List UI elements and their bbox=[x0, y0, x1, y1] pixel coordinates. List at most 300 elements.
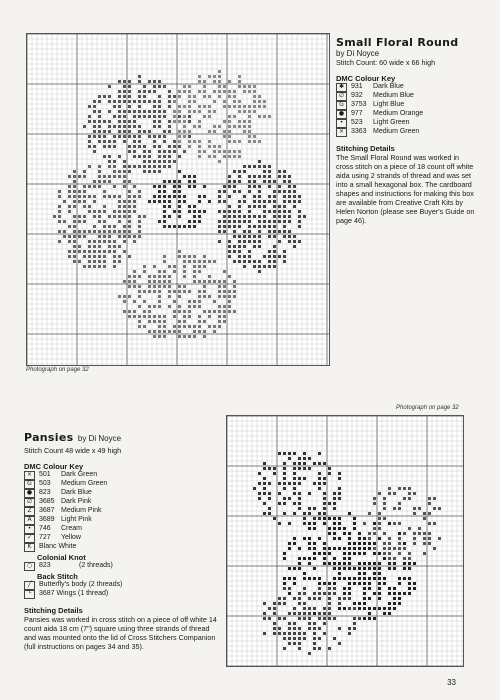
stitch-cell bbox=[198, 290, 201, 293]
stitch-cell bbox=[158, 110, 161, 113]
stitch-cell bbox=[98, 100, 101, 103]
stitch-cell bbox=[238, 80, 241, 83]
stitch-cell bbox=[103, 175, 106, 178]
stitch-cell bbox=[228, 215, 231, 218]
stitch-cell bbox=[173, 210, 176, 213]
stitch-cell bbox=[358, 567, 361, 570]
stitch-cell bbox=[283, 190, 286, 193]
stitch-cell bbox=[133, 110, 136, 113]
stitch-cell bbox=[188, 120, 191, 123]
key-name: Medium Pink bbox=[61, 507, 102, 515]
stitch-cell bbox=[98, 180, 101, 183]
stitch-cell bbox=[168, 280, 171, 283]
stitch-cell bbox=[313, 577, 316, 580]
stitch-cell bbox=[318, 612, 321, 615]
stitch-cell bbox=[118, 200, 121, 203]
stitch-cell bbox=[298, 492, 301, 495]
stitch-cell bbox=[198, 125, 201, 128]
stitch-cell bbox=[383, 517, 386, 520]
stitch-cell bbox=[178, 310, 181, 313]
stitch-cell bbox=[138, 165, 141, 168]
stitch-cell bbox=[158, 80, 161, 83]
stitch-cell bbox=[153, 315, 156, 318]
stitch-cell bbox=[213, 260, 216, 263]
stitch-cell bbox=[248, 130, 251, 133]
stitch-cell bbox=[258, 492, 261, 495]
stitch-cell bbox=[193, 220, 196, 223]
stitch-cell bbox=[283, 482, 286, 485]
stitch-cell bbox=[73, 230, 76, 233]
stitch-cell bbox=[318, 577, 321, 580]
stitch-cell bbox=[93, 225, 96, 228]
stitch-cell bbox=[258, 482, 261, 485]
stitch-cell bbox=[148, 290, 151, 293]
stitch-cell bbox=[258, 165, 261, 168]
floral-round-byline: by Di Noyce bbox=[336, 49, 380, 58]
stitch-cell bbox=[118, 255, 121, 258]
stitch-cell bbox=[73, 255, 76, 258]
stitch-cell bbox=[138, 140, 141, 143]
stitch-cell bbox=[303, 602, 306, 605]
stitch-cell bbox=[343, 597, 346, 600]
stitch-cell bbox=[188, 205, 191, 208]
stitch-cell bbox=[213, 125, 216, 128]
stitch-cell bbox=[123, 95, 126, 98]
floral-round-grid bbox=[27, 34, 329, 365]
stitch-cell bbox=[133, 275, 136, 278]
stitch-cell bbox=[378, 567, 381, 570]
stitch-cell bbox=[293, 502, 296, 505]
stitch-cell bbox=[138, 305, 141, 308]
stitch-cell bbox=[173, 270, 176, 273]
stitch-cell bbox=[408, 492, 411, 495]
stitch-cell bbox=[128, 165, 131, 168]
stitch-cell bbox=[218, 200, 221, 203]
stitch-cell bbox=[123, 225, 126, 228]
stitch-cell bbox=[208, 260, 211, 263]
stitch-cell bbox=[123, 280, 126, 283]
stitch-cell bbox=[258, 497, 261, 500]
stitch-cell bbox=[223, 155, 226, 158]
stitch-cell bbox=[413, 587, 416, 590]
stitch-cell bbox=[283, 497, 286, 500]
stitch-cell bbox=[238, 260, 241, 263]
stitch-cell bbox=[73, 170, 76, 173]
stitch-cell bbox=[193, 175, 196, 178]
stitch-cell bbox=[408, 497, 411, 500]
stitch-cell bbox=[278, 627, 281, 630]
stitch-cell bbox=[298, 557, 301, 560]
stitch-cell bbox=[408, 592, 411, 595]
stitch-cell bbox=[373, 547, 376, 550]
stitch-cell bbox=[173, 180, 176, 183]
stitch-cell bbox=[318, 637, 321, 640]
stitch-cell bbox=[163, 185, 166, 188]
stitch-cell bbox=[248, 125, 251, 128]
stitch-cell bbox=[108, 240, 111, 243]
stitch-cell bbox=[138, 125, 141, 128]
stitch-cell bbox=[108, 245, 111, 248]
stitch-cell bbox=[423, 537, 426, 540]
stitch-cell bbox=[413, 562, 416, 565]
stitch-cell bbox=[143, 95, 146, 98]
stitch-cell bbox=[163, 260, 166, 263]
stitch-cell bbox=[163, 110, 166, 113]
stitch-cell bbox=[168, 215, 171, 218]
stitch-cell bbox=[373, 522, 376, 525]
stitch-cell bbox=[293, 492, 296, 495]
stitch-cell bbox=[273, 255, 276, 258]
stitch-cell bbox=[123, 140, 126, 143]
stitch-cell bbox=[123, 135, 126, 138]
stitch-cell bbox=[408, 577, 411, 580]
pansies-grid bbox=[227, 416, 463, 666]
stitch-cell bbox=[148, 310, 151, 313]
stitch-cell bbox=[238, 125, 241, 128]
stitch-cell bbox=[308, 622, 311, 625]
stitch-cell bbox=[158, 100, 161, 103]
stitch-cell bbox=[228, 125, 231, 128]
stitch-cell bbox=[383, 532, 386, 535]
stitch-cell bbox=[128, 235, 131, 238]
stitch-cell bbox=[298, 467, 301, 470]
stitch-cell bbox=[288, 195, 291, 198]
stitch-cell bbox=[283, 255, 286, 258]
stitch-cell bbox=[398, 552, 401, 555]
stitch-cell bbox=[113, 240, 116, 243]
stitch-cell bbox=[83, 255, 86, 258]
stitch-cell bbox=[263, 165, 266, 168]
stitch-cell bbox=[228, 305, 231, 308]
stitch-cell bbox=[333, 557, 336, 560]
stitch-cell bbox=[328, 647, 331, 650]
stitch-cell bbox=[263, 215, 266, 218]
stitch-cell bbox=[348, 562, 351, 565]
key-code: 3687 bbox=[39, 507, 55, 515]
stitch-cell bbox=[198, 90, 201, 93]
stitch-cell bbox=[138, 105, 141, 108]
stitch-cell bbox=[128, 285, 131, 288]
stitch-cell bbox=[173, 120, 176, 123]
stitch-cell bbox=[403, 592, 406, 595]
stitch-cell bbox=[338, 492, 341, 495]
stitch-cell bbox=[193, 215, 196, 218]
stitch-cell bbox=[58, 240, 61, 243]
stitch-cell bbox=[83, 205, 86, 208]
stitch-cell bbox=[158, 280, 161, 283]
stitch-cell bbox=[193, 270, 196, 273]
stitch-cell bbox=[278, 175, 281, 178]
stitch-cell bbox=[403, 567, 406, 570]
stitch-cell bbox=[228, 135, 231, 138]
key-symbol: ∅ bbox=[336, 92, 347, 101]
stitch-cell bbox=[98, 175, 101, 178]
stitch-cell bbox=[163, 320, 166, 323]
stitch-cell bbox=[353, 617, 356, 620]
stitch-cell bbox=[213, 280, 216, 283]
stitch-cell bbox=[233, 170, 236, 173]
stitch-cell bbox=[138, 320, 141, 323]
stitch-cell bbox=[343, 607, 346, 610]
stitch-cell bbox=[78, 220, 81, 223]
stitch-cell bbox=[333, 517, 336, 520]
stitch-cell bbox=[323, 552, 326, 555]
stitch-cell bbox=[153, 145, 156, 148]
stitch-cell bbox=[93, 250, 96, 253]
stitch-cell bbox=[183, 85, 186, 88]
stitch-cell bbox=[68, 190, 71, 193]
chart2-photo-caption: Photograph on page 32 bbox=[396, 405, 459, 411]
stitch-cell bbox=[88, 265, 91, 268]
stitch-cell bbox=[138, 115, 141, 118]
stitch-cell bbox=[143, 300, 146, 303]
stitch-cell bbox=[248, 260, 251, 263]
stitch-cell bbox=[268, 115, 271, 118]
stitch-cell bbox=[423, 552, 426, 555]
stitch-cell bbox=[338, 572, 341, 575]
stitch-cell bbox=[128, 80, 131, 83]
stitch-cell bbox=[178, 110, 181, 113]
stitch-cell bbox=[143, 265, 146, 268]
stitch-cell bbox=[263, 482, 266, 485]
stitch-cell bbox=[178, 205, 181, 208]
stitch-cell bbox=[88, 250, 91, 253]
stitch-cell bbox=[108, 130, 111, 133]
stitch-cell bbox=[233, 295, 236, 298]
stitch-cell bbox=[263, 477, 266, 480]
stitch-cell bbox=[243, 220, 246, 223]
stitch-cell bbox=[278, 185, 281, 188]
stitch-cell bbox=[253, 215, 256, 218]
stitch-cell bbox=[248, 205, 251, 208]
stitch-cell bbox=[333, 532, 336, 535]
pansies-chart bbox=[226, 415, 464, 667]
stitch-cell bbox=[298, 627, 301, 630]
key-code: 977 bbox=[351, 110, 363, 118]
pansies-details: Pansies was worked in cross stitch on a piece of off white 14 count aida 18 cm (7") square using three strands of thread and was mounted onto the lid of Cross Stitchers Companion (full instructions on pages 34 and 35). bbox=[24, 615, 217, 651]
stitch-cell bbox=[383, 557, 386, 560]
stitch-cell bbox=[263, 487, 266, 490]
stitch-cell bbox=[163, 205, 166, 208]
stitch-cell bbox=[148, 305, 151, 308]
stitch-cell bbox=[253, 245, 256, 248]
stitch-cell bbox=[98, 95, 101, 98]
stitch-cell bbox=[218, 195, 221, 198]
stitch-cell bbox=[118, 295, 121, 298]
stitch-cell bbox=[393, 597, 396, 600]
stitch-cell bbox=[143, 310, 146, 313]
stitch-cell bbox=[173, 190, 176, 193]
stitch-cell bbox=[268, 250, 271, 253]
stitch-cell bbox=[128, 230, 131, 233]
stitch-cell bbox=[233, 180, 236, 183]
stitch-cell bbox=[278, 492, 281, 495]
stitch-cell bbox=[258, 220, 261, 223]
stitch-cell bbox=[83, 200, 86, 203]
stitch-cell bbox=[158, 285, 161, 288]
stitch-cell bbox=[298, 457, 301, 460]
stitch-cell bbox=[268, 617, 271, 620]
stitch-cell bbox=[278, 602, 281, 605]
stitch-cell bbox=[408, 552, 411, 555]
stitch-cell bbox=[378, 592, 381, 595]
stitch-cell bbox=[263, 180, 266, 183]
stitch-cell bbox=[63, 230, 66, 233]
stitch-cell bbox=[193, 335, 196, 338]
stitch-cell bbox=[258, 235, 261, 238]
stitch-cell bbox=[378, 552, 381, 555]
stitch-cell bbox=[263, 612, 266, 615]
stitch-cell bbox=[233, 150, 236, 153]
stitch-cell bbox=[98, 140, 101, 143]
stitch-cell bbox=[153, 285, 156, 288]
stitch-cell bbox=[118, 135, 121, 138]
stitch-cell bbox=[403, 562, 406, 565]
stitch-cell bbox=[308, 612, 311, 615]
stitch-cell bbox=[213, 310, 216, 313]
stitch-cell bbox=[243, 165, 246, 168]
stitch-cell bbox=[323, 607, 326, 610]
stitch-cell bbox=[323, 592, 326, 595]
stitch-cell bbox=[158, 115, 161, 118]
stitch-cell bbox=[218, 190, 221, 193]
stitch-cell bbox=[318, 482, 321, 485]
stitch-cell bbox=[293, 467, 296, 470]
stitch-cell bbox=[163, 195, 166, 198]
stitch-cell bbox=[108, 140, 111, 143]
stitch-cell bbox=[173, 110, 176, 113]
stitch-cell bbox=[123, 110, 126, 113]
stitch-cell bbox=[273, 210, 276, 213]
stitch-cell bbox=[353, 547, 356, 550]
key-code: 3685 bbox=[39, 498, 55, 506]
stitch-cell bbox=[268, 175, 271, 178]
stitch-cell bbox=[88, 135, 91, 138]
stitch-cell bbox=[118, 170, 121, 173]
stitch-cell bbox=[388, 547, 391, 550]
stitch-cell bbox=[298, 502, 301, 505]
stitch-cell bbox=[238, 250, 241, 253]
stitch-cell bbox=[303, 577, 306, 580]
stitch-cell bbox=[293, 452, 296, 455]
stitch-cell bbox=[343, 592, 346, 595]
stitch-cell bbox=[148, 90, 151, 93]
stitch-cell bbox=[378, 582, 381, 585]
stitch-cell bbox=[123, 160, 126, 163]
stitch-cell bbox=[178, 335, 181, 338]
stitch-cell bbox=[243, 195, 246, 198]
stitch-cell bbox=[143, 325, 146, 328]
stitch-cell bbox=[298, 592, 301, 595]
stitch-cell bbox=[203, 195, 206, 198]
stitch-cell bbox=[258, 230, 261, 233]
stitch-cell bbox=[293, 582, 296, 585]
stitch-cell bbox=[53, 215, 56, 218]
stitch-cell bbox=[133, 210, 136, 213]
stitch-cell bbox=[153, 290, 156, 293]
stitch-cell bbox=[288, 642, 291, 645]
stitch-cell bbox=[243, 105, 246, 108]
stitch-cell bbox=[173, 195, 176, 198]
stitch-cell bbox=[273, 180, 276, 183]
stitch-cell bbox=[413, 537, 416, 540]
stitch-cell bbox=[123, 130, 126, 133]
key-row bbox=[24, 498, 219, 507]
stitch-cell bbox=[258, 105, 261, 108]
stitch-cell bbox=[213, 75, 216, 78]
stitch-cell bbox=[103, 95, 106, 98]
stitch-cell bbox=[298, 637, 301, 640]
stitch-cell bbox=[178, 225, 181, 228]
stitch-cell bbox=[153, 160, 156, 163]
key-symbol: G bbox=[24, 480, 35, 489]
stitch-cell bbox=[153, 330, 156, 333]
stitch-cell bbox=[188, 140, 191, 143]
stitch-cell bbox=[238, 155, 241, 158]
stitch-cell bbox=[293, 235, 296, 238]
stitch-cell bbox=[108, 165, 111, 168]
stitch-cell bbox=[308, 607, 311, 610]
stitch-cell bbox=[88, 195, 91, 198]
stitch-cell bbox=[168, 265, 171, 268]
stitch-cell bbox=[178, 215, 181, 218]
back-text: 3687 Wings (1 thread) bbox=[39, 590, 109, 598]
stitch-cell bbox=[138, 110, 141, 113]
stitch-cell bbox=[68, 225, 71, 228]
stitch-cell bbox=[123, 310, 126, 313]
stitch-cell bbox=[288, 522, 291, 525]
stitch-cell bbox=[118, 155, 121, 158]
stitch-cell bbox=[393, 522, 396, 525]
stitch-cell bbox=[308, 597, 311, 600]
stitch-cell bbox=[248, 225, 251, 228]
stitch-cell bbox=[293, 205, 296, 208]
stitch-cell bbox=[388, 492, 391, 495]
stitch-cell bbox=[78, 235, 81, 238]
stitch-cell bbox=[143, 100, 146, 103]
stitch-cell bbox=[178, 90, 181, 93]
stitch-cell bbox=[238, 235, 241, 238]
stitch-cell bbox=[138, 220, 141, 223]
stitch-cell bbox=[143, 215, 146, 218]
stitch-cell bbox=[423, 517, 426, 520]
stitch-cell bbox=[238, 85, 241, 88]
stitch-cell bbox=[253, 180, 256, 183]
stitch-cell bbox=[83, 175, 86, 178]
stitch-cell bbox=[88, 260, 91, 263]
stitch-cell bbox=[158, 190, 161, 193]
stitch-cell bbox=[233, 260, 236, 263]
stitch-cell bbox=[108, 225, 111, 228]
stitch-cell bbox=[123, 300, 126, 303]
stitch-cell bbox=[88, 185, 91, 188]
stitch-cell bbox=[278, 170, 281, 173]
stitch-cell bbox=[363, 592, 366, 595]
stitch-cell bbox=[288, 592, 291, 595]
stitch-cell bbox=[103, 225, 106, 228]
stitch-cell bbox=[98, 250, 101, 253]
stitch-cell bbox=[268, 607, 271, 610]
stitch-cell bbox=[188, 115, 191, 118]
stitch-cell bbox=[353, 582, 356, 585]
stitch-cell bbox=[333, 592, 336, 595]
stitch-cell bbox=[58, 190, 61, 193]
stitch-cell bbox=[363, 617, 366, 620]
key-name: Light Blue bbox=[373, 101, 405, 109]
stitch-cell bbox=[183, 275, 186, 278]
stitch-cell bbox=[163, 220, 166, 223]
stitch-cell bbox=[228, 115, 231, 118]
